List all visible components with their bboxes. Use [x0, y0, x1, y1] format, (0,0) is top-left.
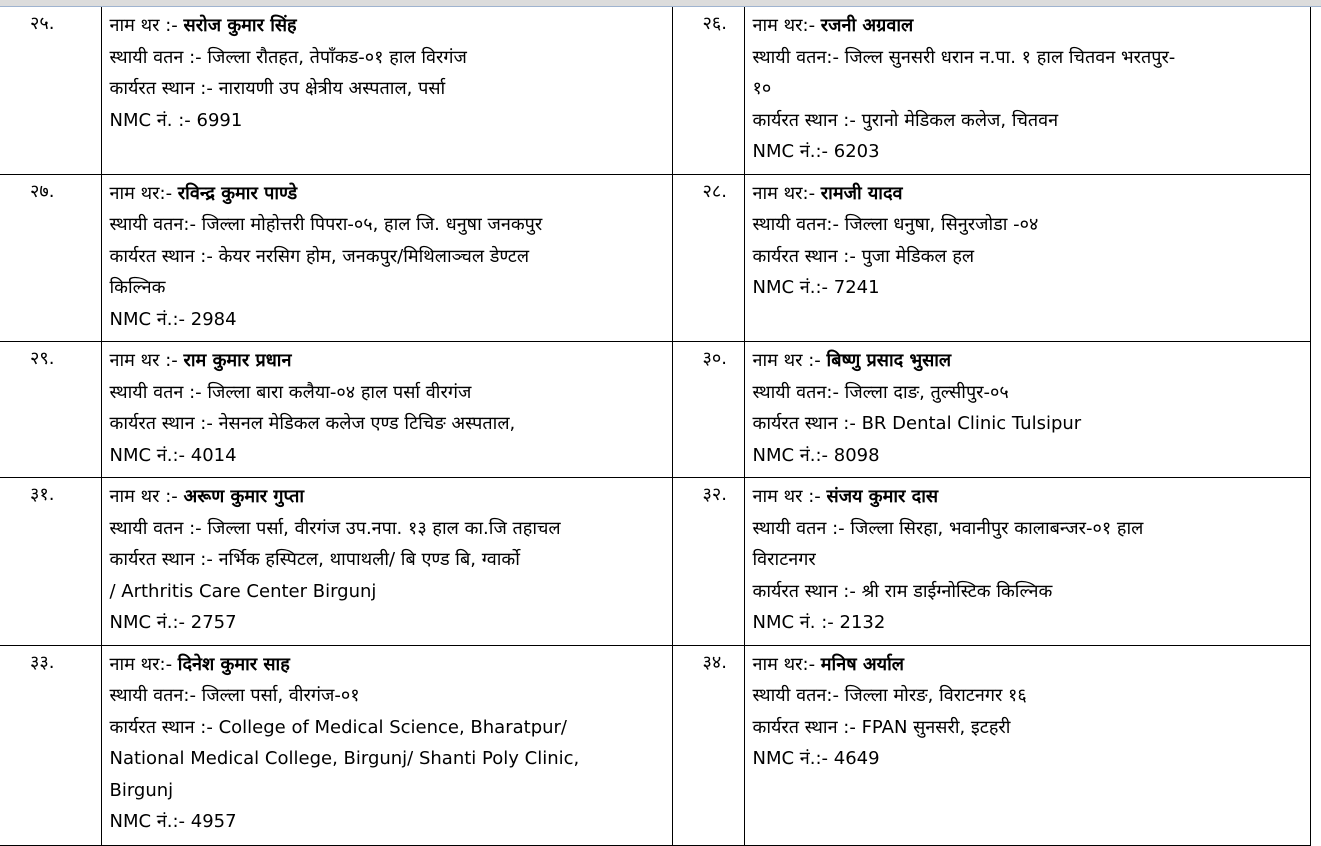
workplace-line: कार्यरत स्थान :- केयर नरसिग होम, जनकपुर/मिथिलाञ्चल डेण्टल [109, 245, 530, 267]
workplace-line: कार्यरत स्थान :- FPAN सुनसरी, इटहरी [752, 716, 1011, 738]
nmc-number-line: NMC नं. :- 6991 [109, 109, 243, 131]
permanent-address-line: स्थायी वतन :- जिल्ला बारा कलैया-०४ हाल पर्सा वीरगंज [109, 381, 472, 403]
serial-number-cell [0, 7, 101, 174]
doctor-entry-cell [101, 7, 672, 174]
doctor-name: रजनी अग्रवाल [820, 15, 914, 36]
workplace-line-cont: किल्निक [109, 277, 166, 298]
permanent-address-line: स्थायी वतन:- जिल्ला मोहोत्तरी पिपरा-०५, हाल जि. धनुषा जनकपुर [109, 214, 543, 235]
serial-number: ३१. [30, 484, 55, 505]
workplace-line: कार्यरत स्थान :- BR Dental Clinic Tulsipur [752, 413, 1082, 434]
nmc-number-line: NMC नं.:- 6203 [752, 141, 880, 162]
nmc-number-line: NMC नं.:- 2757 [109, 612, 237, 633]
name-label: नाम थर :- [109, 486, 178, 507]
nmc-number-line: NMC नं.:- 4957 [109, 811, 237, 832]
name-label: नाम थर:- [109, 182, 173, 204]
doctor-entry-cell [101, 478, 672, 646]
doctor-list-table [0, 7, 1311, 846]
nmc-number-line: NMC नं. :- 2132 [752, 612, 886, 633]
permanent-address-line: स्थायी वतन :- जिल्ला रौतहत, तेपाँकड-०१ हाल विरगंज [109, 46, 467, 68]
doctor-name: अरूण कुमार गुप्ता [183, 486, 305, 507]
serial-number: २७. [30, 180, 55, 202]
serial-number: ३३. [30, 651, 55, 673]
serial-number: २९. [30, 348, 55, 369]
serial-number-cell [0, 478, 101, 646]
workplace-line-cont: National Medical College, Birgunj/ Shanti Poly Clinic, [109, 748, 580, 769]
name-label: नाम थर :- [752, 486, 821, 507]
serial-number: २६. [702, 13, 727, 34]
name-line [753, 481, 1302, 513]
doctor-entry-cell [101, 342, 672, 478]
doctor-entry-cell [744, 478, 1310, 646]
name-label: नाम थर :- [109, 15, 178, 36]
permanent-address-line: स्थायी वतन:- जिल्ला मोरङ, विराटनगर १६ [752, 685, 1027, 706]
name-line [753, 345, 1302, 377]
permanent-address-line: स्थायी वतन:- जिल्ला पर्सा, वीरगंज-०१ [109, 685, 360, 706]
serial-number-cell [0, 342, 101, 478]
name-line [753, 178, 1302, 210]
doctor-name: दिनेश कुमार साह [177, 653, 290, 675]
permanent-address-line: स्थायी वतन:- जिल्ल सुनसरी धरान न.पा. १ हाल चितवन भरतपुर- [752, 46, 1176, 68]
table-row [0, 342, 1310, 478]
nmc-number-line: NMC नं.:- 2984 [109, 308, 237, 330]
workplace-line: कार्यरत स्थान :- नेसनल मेडिकल कलेज एण्ड टिचिङ अस्पताल, [109, 413, 516, 434]
serial-number: ३४. [702, 651, 727, 673]
doctor-name: सरोज कुमार सिंह [183, 15, 297, 36]
doctor-name: बिष्णु प्रसाद भुसाल [826, 350, 952, 371]
workplace-line: कार्यरत स्थान :- नारायणी उप क्षेत्रीय अस्पताल, पर्सा [109, 78, 446, 99]
name-line [110, 178, 664, 210]
nmc-number-line: NMC नं.:- 4014 [109, 444, 237, 466]
doctor-name: मनिष अर्याल [820, 653, 904, 675]
doctor-name: रविन्द्र कुमार पाण्डे [177, 182, 298, 204]
nmc-number-line: NMC नं.:- 4649 [752, 748, 880, 769]
serial-number-cell [0, 174, 101, 342]
table-row [0, 174, 1310, 342]
name-line [110, 345, 664, 377]
doctor-entry-cell [744, 645, 1310, 845]
serial-number-cell [0, 645, 101, 845]
table-row [0, 7, 1310, 174]
doctor-entry-cell [101, 645, 672, 845]
workplace-line: कार्यरत स्थान :- पुजा मेडिकल हल [752, 245, 975, 267]
serial-number: २८. [702, 180, 727, 202]
name-line [110, 10, 664, 42]
workplace-line: कार्यरत स्थान :- पुरानो मेडिकल कलेज, चितवन [752, 109, 1059, 131]
name-label: नाम थर:- [109, 653, 173, 675]
permanent-address-line-cont: १० [752, 78, 772, 99]
doctor-entry-cell [744, 174, 1310, 342]
table-row [0, 478, 1310, 646]
name-label: नाम थर:- [752, 653, 816, 675]
workplace-line: कार्यरत स्थान :- College of Medical Science, Bharatpur/ [109, 716, 567, 738]
nmc-number-line: NMC नं.:- 7241 [752, 277, 880, 298]
serial-number-cell [672, 174, 744, 342]
name-line [110, 649, 664, 681]
workplace-line-cont: / Arthritis Care Center Birgunj [109, 580, 377, 602]
name-label: नाम थर :- [752, 350, 821, 371]
permanent-address-line-cont: विराटनगर [752, 549, 816, 570]
serial-number-cell [672, 342, 744, 478]
nmc-number-line: NMC नं.:- 8098 [752, 444, 880, 466]
name-label: नाम थर:- [752, 182, 816, 204]
name-label: नाम थर :- [109, 350, 178, 371]
doctor-name: रामजी यादव [820, 182, 903, 204]
workplace-line: कार्यरत स्थान :- नर्भिक हस्पिटल, थापाथली/ बि एण्ड बि, ग्वार्को [109, 549, 520, 570]
table-row [0, 645, 1310, 845]
serial-number: २५. [30, 13, 55, 34]
serial-number-cell [672, 7, 744, 174]
serial-number-cell [672, 645, 744, 845]
serial-number: ३०. [702, 348, 727, 369]
name-line [753, 649, 1302, 681]
permanent-address-line: स्थायी वतन :- जिल्ला सिरहा, भवानीपुर कालाबन्जर-०१ हाल [752, 517, 1144, 539]
permanent-address-line: स्थायी वतन :- जिल्ला पर्सा, वीरगंज उप.नपा. १३ हाल का.जि तहाचल [109, 517, 561, 539]
doctor-entry-cell [744, 7, 1310, 174]
name-line [753, 10, 1302, 42]
doctor-entry-cell [744, 342, 1310, 478]
name-line [110, 481, 664, 513]
permanent-address-line: स्थायी वतन:- जिल्ला दाङ, तुल्सीपुर-०५ [752, 381, 1009, 403]
workplace-line-cont: Birgunj [109, 779, 174, 801]
doctor-name: राम कुमार प्रधान [183, 350, 292, 371]
window-top-edge [0, 0, 1321, 7]
name-label: नाम थर:- [752, 15, 816, 36]
doctor-entry-cell [101, 174, 672, 342]
serial-number-cell [672, 478, 744, 646]
permanent-address-line: स्थायी वतन:- जिल्ला धनुषा, सिनुरजोडा -०४ [752, 214, 1039, 235]
doctor-name: संजय कुमार दास [826, 486, 939, 507]
serial-number: ३२. [702, 484, 727, 505]
workplace-line: कार्यरत स्थान :- श्री राम डाईग्नोस्टिक किल्निक [752, 580, 1053, 602]
